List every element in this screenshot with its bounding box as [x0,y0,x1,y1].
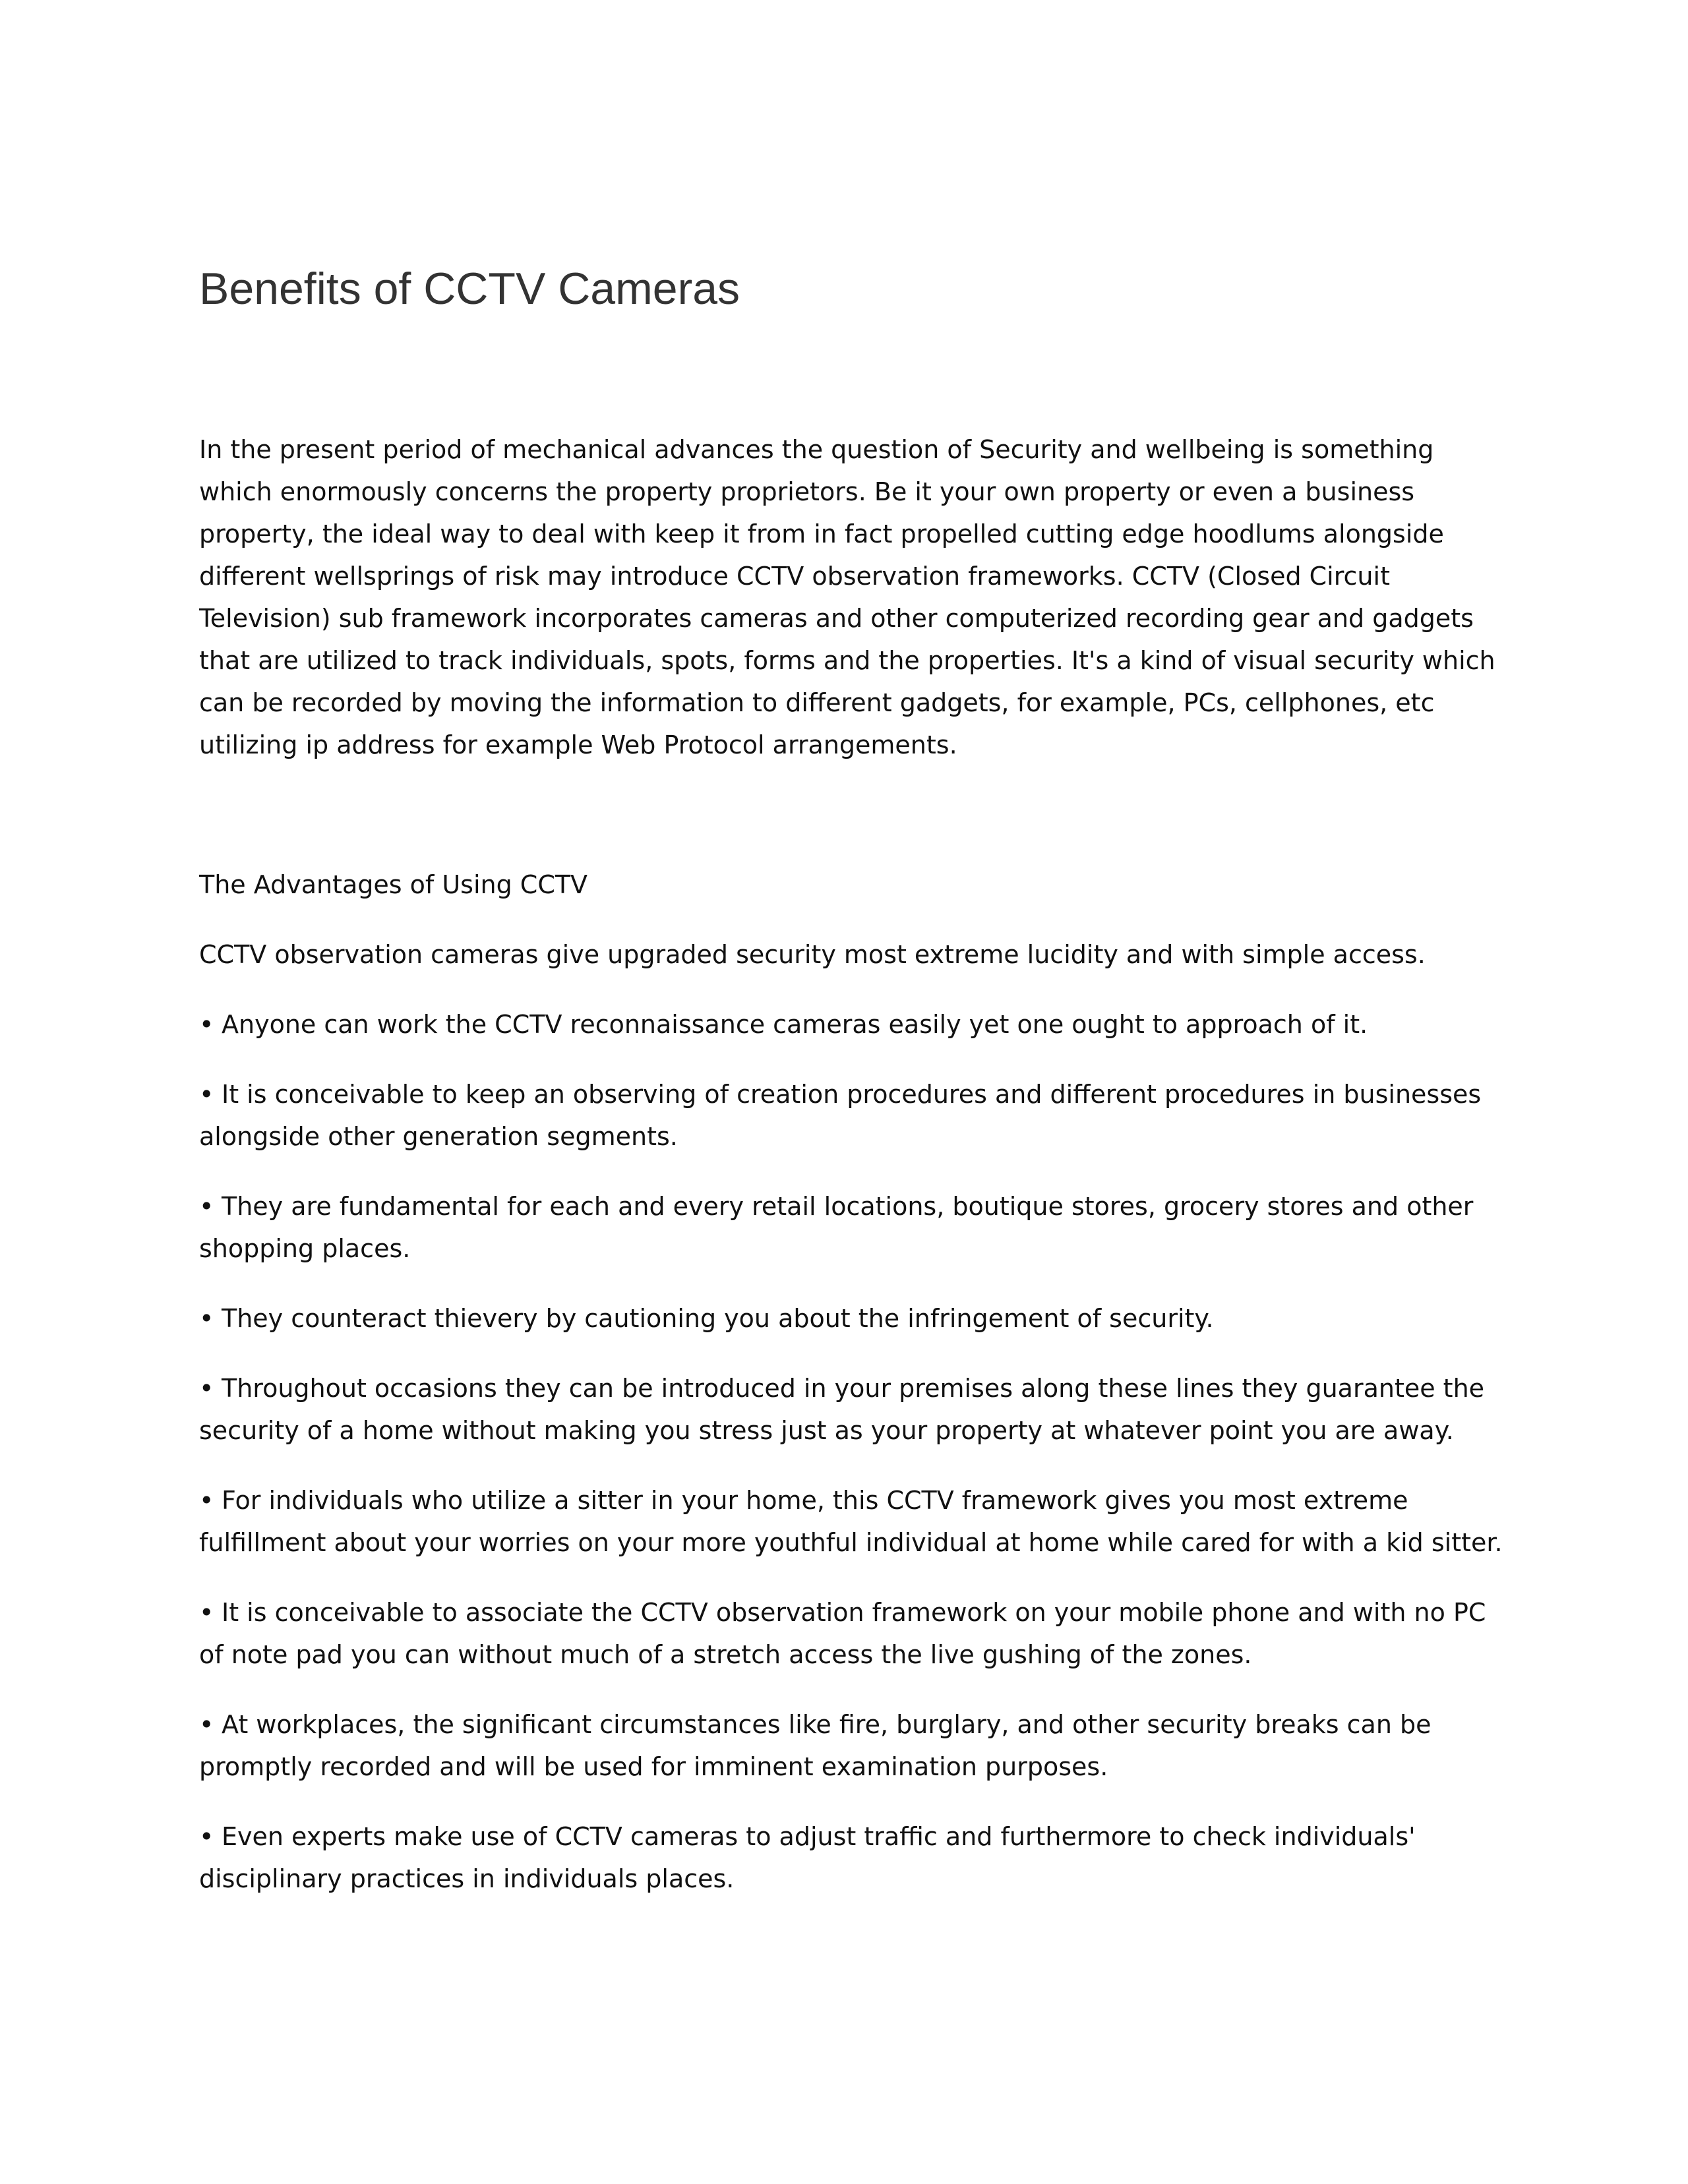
bullet-icon: • [199,1486,214,1515]
bullet-item [199,1815,1505,1900]
bullet-text: They are fundamental for each and every retail locations, boutique stores, grocery stores and other shopping places. [199,1192,1474,1263]
bullet-icon: • [199,1374,214,1403]
bullet-item [199,1703,1505,1788]
document-title: Benefits of CCTV Cameras [199,264,740,314]
bullet-item [199,1591,1505,1676]
bullet-icon: • [199,1304,214,1333]
bullet-text: For individuals who utilize a sitter in your home, this CCTV framework gives you most extreme fulfillment about your worries on your more youthful individual at home while cared for with a kid sitter. [199,1486,1503,1557]
bullet-icon: • [199,1710,214,1739]
document-body [199,428,1505,1900]
bullet-text: At workplaces, the significant circumstances like fire, burglary, and other security breaks can be promptly recorded and will be used for imminent examination purposes. [199,1710,1432,1781]
bullet-icon: • [199,1598,214,1627]
bullet-item [199,1003,1505,1046]
bullet-item [199,1479,1505,1564]
bullet-icon: • [199,1192,214,1221]
bullet-icon: • [199,1010,214,1039]
bullet-item [199,1297,1505,1340]
bullet-item [199,1073,1505,1158]
section-heading: The Advantages of Using CCTV [199,870,588,899]
bullet-icon: • [199,1822,214,1851]
bullet-text: Anyone can work the CCTV reconnaissance cameras easily yet one ought to approach of it. [222,1010,1368,1039]
bullet-text: It is conceivable to keep an observing of creation procedures and different procedures in businesses alongside other generation segments. [199,1080,1482,1151]
intro-paragraph: In the present period of mechanical advances the question of Security and wellbeing is something which enormously concerns the property proprietors. Be it your own property or even a business property, the ideal way to deal with keep it from in fact propelled cutting edge hoodlums alongside different wellsprings of risk may introduce CCTV observation frameworks. CCTV (Closed Circuit Television) sub framework incorporates cameras and other computerized recording gear and gadgets that are utilized to track individuals, spots, forms and the properties. It's a kind of visual security which can be recorded by moving the information to different gadgets, for example, PCs, cellphones, etc utilizing ip address for example Web Protocol arrangements. [199,435,1495,759]
bullet-text: Even experts make use of CCTV cameras to adjust traffic and furthermore to check individuals' disciplinary practices in individuals places. [199,1822,1416,1893]
bullet-text: They counteract thievery by cautioning you about the infringement of security. [222,1304,1214,1333]
bullet-text: Throughout occasions they can be introduced in your premises along these lines they guarantee the security of a home without making you stress just as your property at whatever point you are away. [199,1374,1485,1445]
lead-paragraph: CCTV observation cameras give upgraded security most extreme lucidity and with simple access. [199,940,1426,969]
bullet-text: It is conceivable to associate the CCTV observation framework on your mobile phone and with no PC of note pad you can without much of a stretch access the live gushing of the zones. [199,1598,1486,1669]
bullet-item [199,1185,1505,1270]
bullet-icon: • [199,1080,214,1109]
bullet-item [199,1367,1505,1452]
